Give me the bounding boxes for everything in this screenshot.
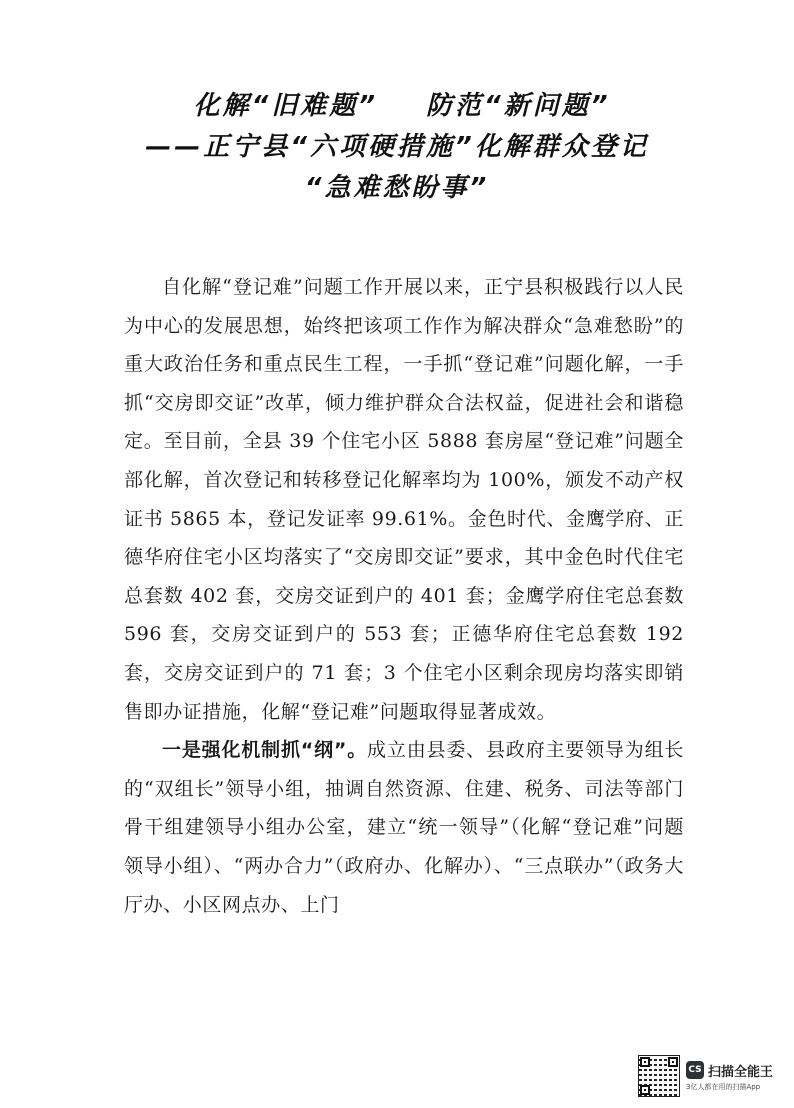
title-line-1 — [0, 86, 794, 127]
document-body — [124, 268, 684, 924]
paragraph-mechanism-text: 成立由县委、县政府主要领导为组长的“双组长”领导小组，抽调自然资源、住建、税务、司法等部门骨干组建领导小组办公室，建立“统一领导”（化解“登记难”问题领导小组）、“两办合力”（政府办、化解办）、“三点联办”（政务大厅办、小区网点办、上门 — [124, 739, 685, 916]
paragraph-summary: 自化解“登记难”问题工作开展以来，正宁县积极践行以人民为中心的发展思想，始终把该项工作作为解决群众“急难愁盼”的重大政治任务和重点民生工程，一手抓“登记难”问题化解，一手抓“交房即交证”改革，倾力维护群众合法权益，促进社会和谐稳定。至目前，全县 39 个住宅小区 5888 套房屋“登记难”问题全部化解，首次登记和转移登记化解率均为 100%，颁发不动产权证书 5865 本，登记发证率 99.61%。金色时代、金鹰学府、正德华府住宅小区均落实了“交房即交证”要求，其中金色时代住宅总套数 402 套，交房交证到户的 401 套；金鹰学府住宅总套数 596 套，交房交证到户的 553 套；正德华府住宅总套数 192 套，交房交证到户的 71 套；3 个住宅小区剩余现房均落实即销售即办证措施，化解“登记难”问题取得显著成效。 — [124, 276, 684, 723]
title-line-1-part-1: 化解“旧难题” — [193, 91, 378, 121]
title-line-2: ——正宁县“六项硬措施”化解群众登记 — [145, 132, 649, 162]
paragraph-lead-heading: 一是强化机制抓“纲”。 — [162, 739, 368, 762]
scanner-watermark — [638, 1054, 788, 1098]
paragraph-mechanism — [124, 731, 684, 924]
watermark-tagline: 3亿人都在用的扫描App — [686, 1082, 761, 1091]
document-title — [0, 86, 794, 209]
title-line-3: “急难愁盼事” — [304, 173, 490, 203]
watermark-app-name: 扫描全能王 — [708, 1064, 774, 1080]
camscanner-logo-icon: CS — [686, 1061, 704, 1079]
title-line-1-part-2: 防范“新问题” — [426, 91, 611, 121]
qr-code-icon — [638, 1055, 680, 1097]
